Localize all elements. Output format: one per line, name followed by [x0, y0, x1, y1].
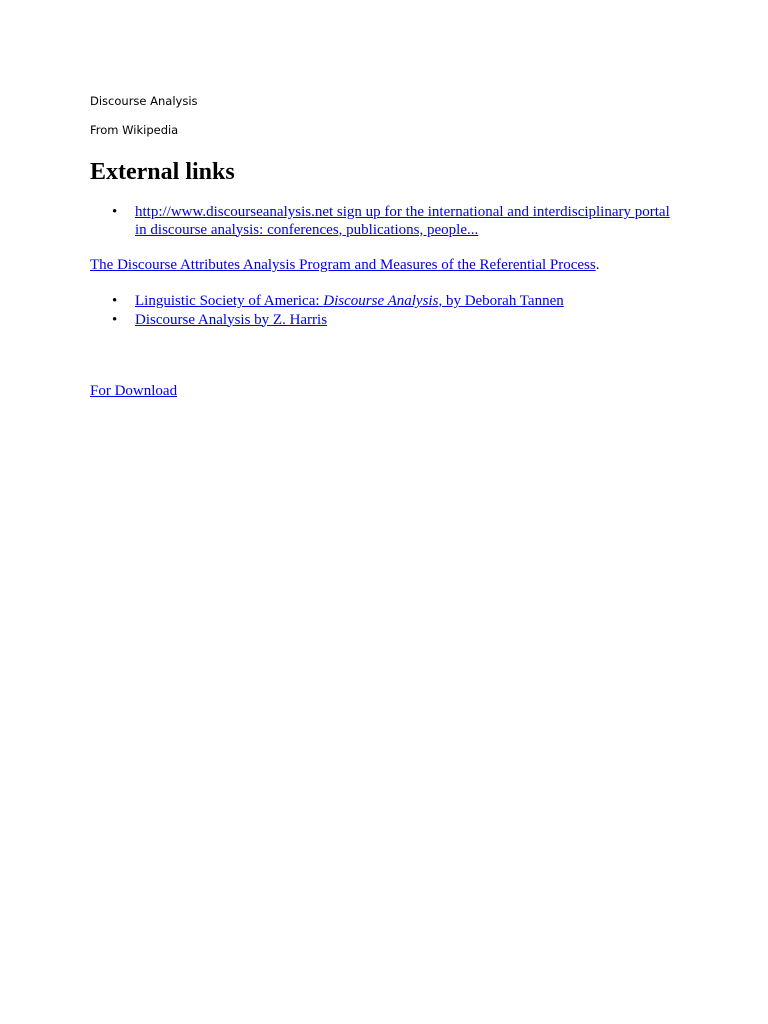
tannen-link-prefix: Linguistic Society of America: [135, 293, 324, 309]
referential-paragraph [90, 257, 599, 275]
referential-trailing-period: . [595, 257, 600, 273]
download-paragraph [90, 383, 177, 401]
section-heading: External links [90, 159, 235, 185]
bullet-icon: • [112, 293, 118, 309]
tannen-link-italic-title: Discourse Analysis [323, 293, 439, 309]
harris-discourse-analysis-link[interactable]: Discourse Analysis by Z. Harris [135, 311, 328, 328]
list-item [90, 204, 690, 239]
document-title: Discourse Analysis [90, 94, 198, 108]
download-link[interactable]: For Download [90, 383, 178, 399]
document-source: From Wikipedia [90, 123, 179, 137]
bottom-link-list [90, 293, 564, 330]
referential-process-link[interactable]: The Discourse Attributes Analysis Program and Measures of the Referential Process [90, 257, 596, 273]
bullet-icon: • [112, 204, 118, 220]
tannen-discourse-analysis-link[interactable] [135, 293, 564, 309]
discourseanalysis-net-link[interactable]: http://www.discourseanalysis.net sign up for the international and interdisciplinary portal in discourse analysis: conferences, publications, people... [135, 204, 670, 238]
tannen-link-suffix: , by Deborah Tannen [438, 293, 564, 309]
top-link-list [90, 204, 690, 239]
list-item [90, 312, 564, 331]
list-item [90, 293, 564, 312]
bullet-icon: • [112, 311, 118, 328]
